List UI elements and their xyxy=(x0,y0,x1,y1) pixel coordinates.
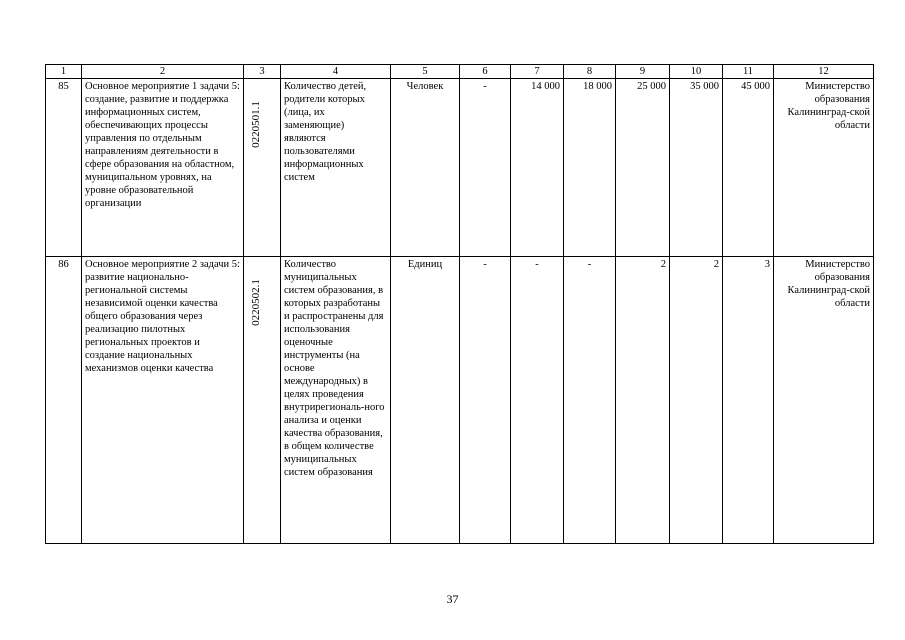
col-header-10: 10 xyxy=(670,65,723,79)
value-col-9: 25 000 xyxy=(616,79,670,257)
indicator-name: Количество детей, родители которых (лица, их заменяющие) являются пользователями информационных систем xyxy=(281,79,391,257)
activity-name: Основное мероприятие 1 задачи 5: создание, развитие и поддержка информационных систем, обеспечивающих процессы управления по отдельным направлениям деятельности в сфере образования на областном, муниципальном уровнях, на уровне образовательной организации xyxy=(82,79,244,257)
col-header-9: 9 xyxy=(616,65,670,79)
unit-of-measure: Единиц xyxy=(391,257,460,544)
col-header-3: 3 xyxy=(244,65,281,79)
table-row xyxy=(46,257,874,544)
row-number: 86 xyxy=(46,257,82,544)
value-col-7: 14 000 xyxy=(511,79,564,257)
value-col-10: 35 000 xyxy=(670,79,723,257)
page-number: 37 xyxy=(446,592,459,606)
col-header-8: 8 xyxy=(564,65,616,79)
value-col-9: 2 xyxy=(616,257,670,544)
budget-code: 0220501.1 xyxy=(249,100,262,148)
unit-of-measure: Человек xyxy=(391,79,460,257)
row-number: 85 xyxy=(46,79,82,257)
col-header-5: 5 xyxy=(391,65,460,79)
col-header-4: 4 xyxy=(281,65,391,79)
budget-code: 0220502.1 xyxy=(249,278,262,326)
table-row xyxy=(46,79,874,257)
value-col-7: - xyxy=(511,257,564,544)
budget-code-cell xyxy=(244,79,281,257)
value-col-10: 2 xyxy=(670,257,723,544)
col-header-11: 11 xyxy=(723,65,774,79)
activity-name: Основное мероприятие 2 задачи 5: развитие национально-региональной системы независимой оценки качества общего образования через реализацию пилотных региональных проектов и создание национальных механизмов оценки качества xyxy=(82,257,244,544)
col-header-2: 2 xyxy=(82,65,244,79)
responsible-executor: Министерство образования Калининград-ской области xyxy=(774,257,874,544)
budget-code-cell xyxy=(244,257,281,544)
responsible-executor: Министерство образования Калининград-ской области xyxy=(774,79,874,257)
program-indicators-table xyxy=(45,64,874,544)
value-col-11: 45 000 xyxy=(723,79,774,257)
value-col-8: - xyxy=(564,257,616,544)
value-col-6: - xyxy=(460,257,511,544)
col-header-6: 6 xyxy=(460,65,511,79)
col-header-12: 12 xyxy=(774,65,874,79)
value-col-8: 18 000 xyxy=(564,79,616,257)
col-header-1: 1 xyxy=(46,65,82,79)
col-header-7: 7 xyxy=(511,65,564,79)
column-number-row xyxy=(46,65,874,79)
value-col-6: - xyxy=(460,79,511,257)
value-col-11: 3 xyxy=(723,257,774,544)
indicator-name: Количество муниципальных систем образования, в которых разработаны и распространены для использования оценочные инструменты (на основе международных) в целях проведения внутрирегиональ-ного анализа и оценки качества образования, в общем количестве муниципальных систем образования xyxy=(281,257,391,544)
